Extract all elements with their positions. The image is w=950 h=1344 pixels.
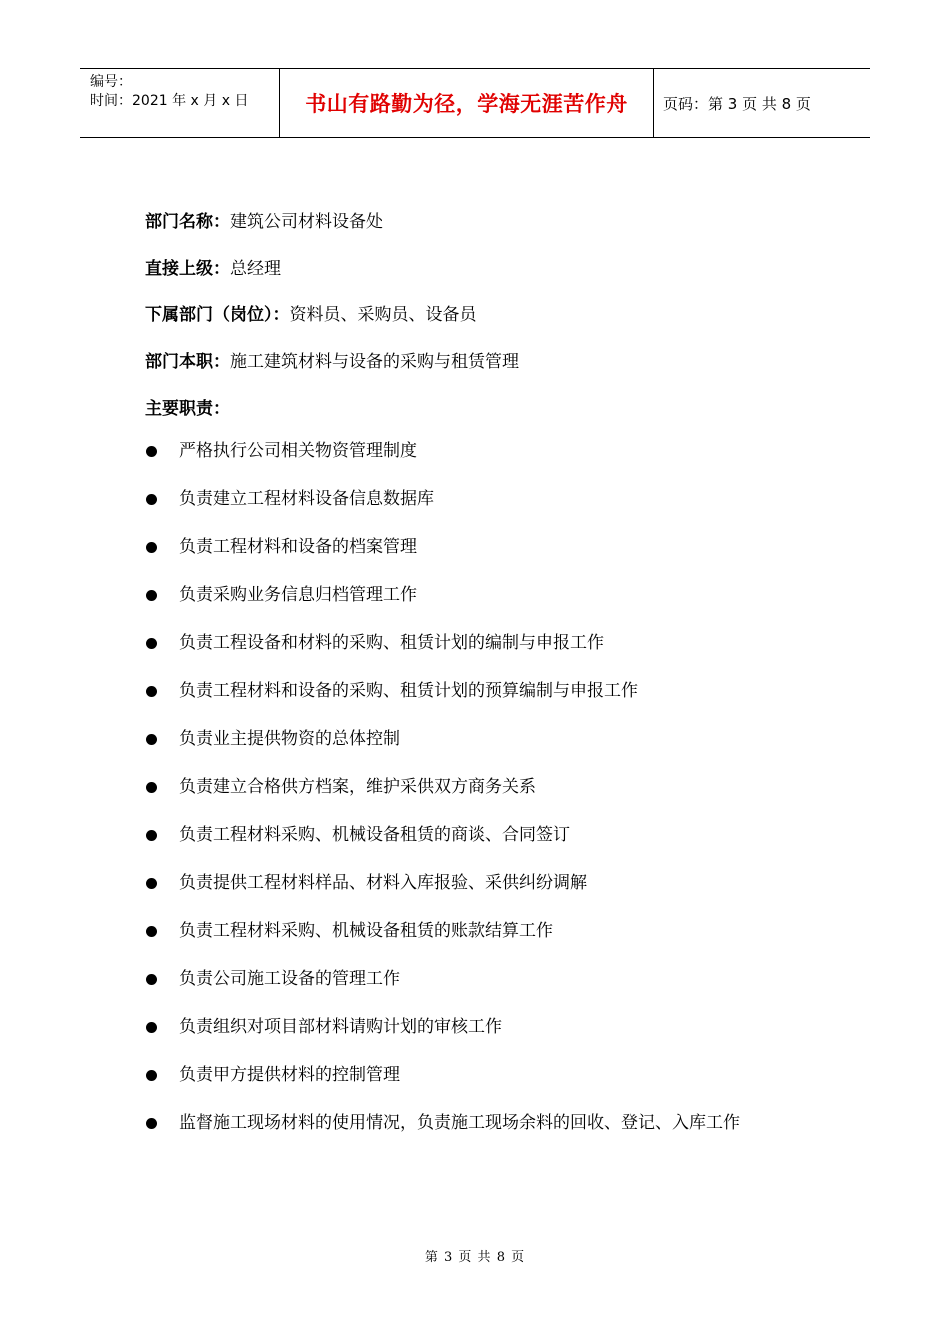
list-item-text: 负责公司施工设备的管理工作	[179, 969, 400, 989]
list-item-text: 负责工程材料和设备的档案管理	[179, 537, 417, 557]
bullet-icon	[146, 878, 157, 889]
list-item-text: 负责工程材料采购、机械设备租赁的商谈、合同签订	[179, 825, 570, 845]
bullet-icon	[146, 638, 157, 649]
list-item-text: 负责提供工程材料样品、材料入库报验、采供纠纷调解	[179, 873, 587, 893]
page-header	[80, 68, 870, 138]
list-item-text: 负责组织对项目部材料请购计划的审核工作	[179, 1017, 502, 1037]
header-meta	[80, 69, 280, 137]
field-main-responsibilities	[145, 394, 230, 419]
bullet-icon	[146, 734, 157, 745]
page-footer: 第 3 页 共 8 页	[424, 1250, 526, 1265]
bullet-icon	[146, 1118, 157, 1129]
field-label: 直接上级：	[145, 259, 230, 279]
field-department-name	[145, 207, 383, 232]
list-item-text: 负责业主提供物资的总体控制	[179, 729, 400, 749]
header-page-info: 页码：第 3 页 共 8 页	[663, 94, 811, 113]
list-item-text: 负责建立合格供方档案，维护采供双方商务关系	[179, 777, 536, 797]
field-value: 资料员、采购员、设备员	[289, 305, 477, 325]
field-direct-superior	[145, 254, 281, 279]
list-item-text: 监督施工现场材料的使用情况，负责施工现场余料的回收、登记、入库工作	[179, 1113, 740, 1133]
list-item-text: 严格执行公司相关物资管理制度	[179, 441, 417, 461]
bullet-icon	[146, 1022, 157, 1033]
document-date: 时间：2021 年 x 月 x 日	[90, 93, 249, 109]
list-item-text: 负责工程材料采购、机械设备租赁的账款结算工作	[179, 921, 553, 941]
bullet-icon	[146, 494, 157, 505]
bullet-icon	[146, 590, 157, 601]
field-subordinate-units	[145, 300, 477, 325]
bullet-icon	[146, 782, 157, 793]
document-number: 编号：	[90, 74, 132, 90]
bullet-icon	[146, 926, 157, 937]
list-item-text: 负责工程材料和设备的采购、租赁计划的预算编制与申报工作	[179, 681, 638, 701]
list-item-text: 负责甲方提供材料的控制管理	[179, 1065, 400, 1085]
header-motto: 书山有路勤为径，学海无涯苦作舟	[280, 69, 654, 137]
bullet-icon	[146, 542, 157, 553]
field-value: 施工建筑材料与设备的采购与租赁管理	[230, 352, 519, 372]
bullet-icon	[146, 446, 157, 457]
bullet-icon	[146, 686, 157, 697]
bullet-icon	[146, 830, 157, 841]
field-label: 部门本职：	[145, 352, 230, 372]
field-label: 下属部门（岗位）：	[145, 305, 290, 325]
field-department-duty	[145, 347, 519, 372]
list-item-text: 负责工程设备和材料的采购、租赁计划的编制与申报工作	[179, 633, 604, 653]
field-label: 部门名称：	[145, 212, 230, 232]
field-value: 建筑公司材料设备处	[230, 212, 383, 232]
bullet-icon	[146, 1070, 157, 1081]
list-item-text: 负责建立工程材料设备信息数据库	[179, 489, 434, 509]
field-value: 总经理	[230, 259, 281, 279]
list-item-text: 负责采购业务信息归档管理工作	[179, 585, 417, 605]
bullet-icon	[146, 974, 157, 985]
field-label: 主要职责：	[145, 399, 230, 419]
